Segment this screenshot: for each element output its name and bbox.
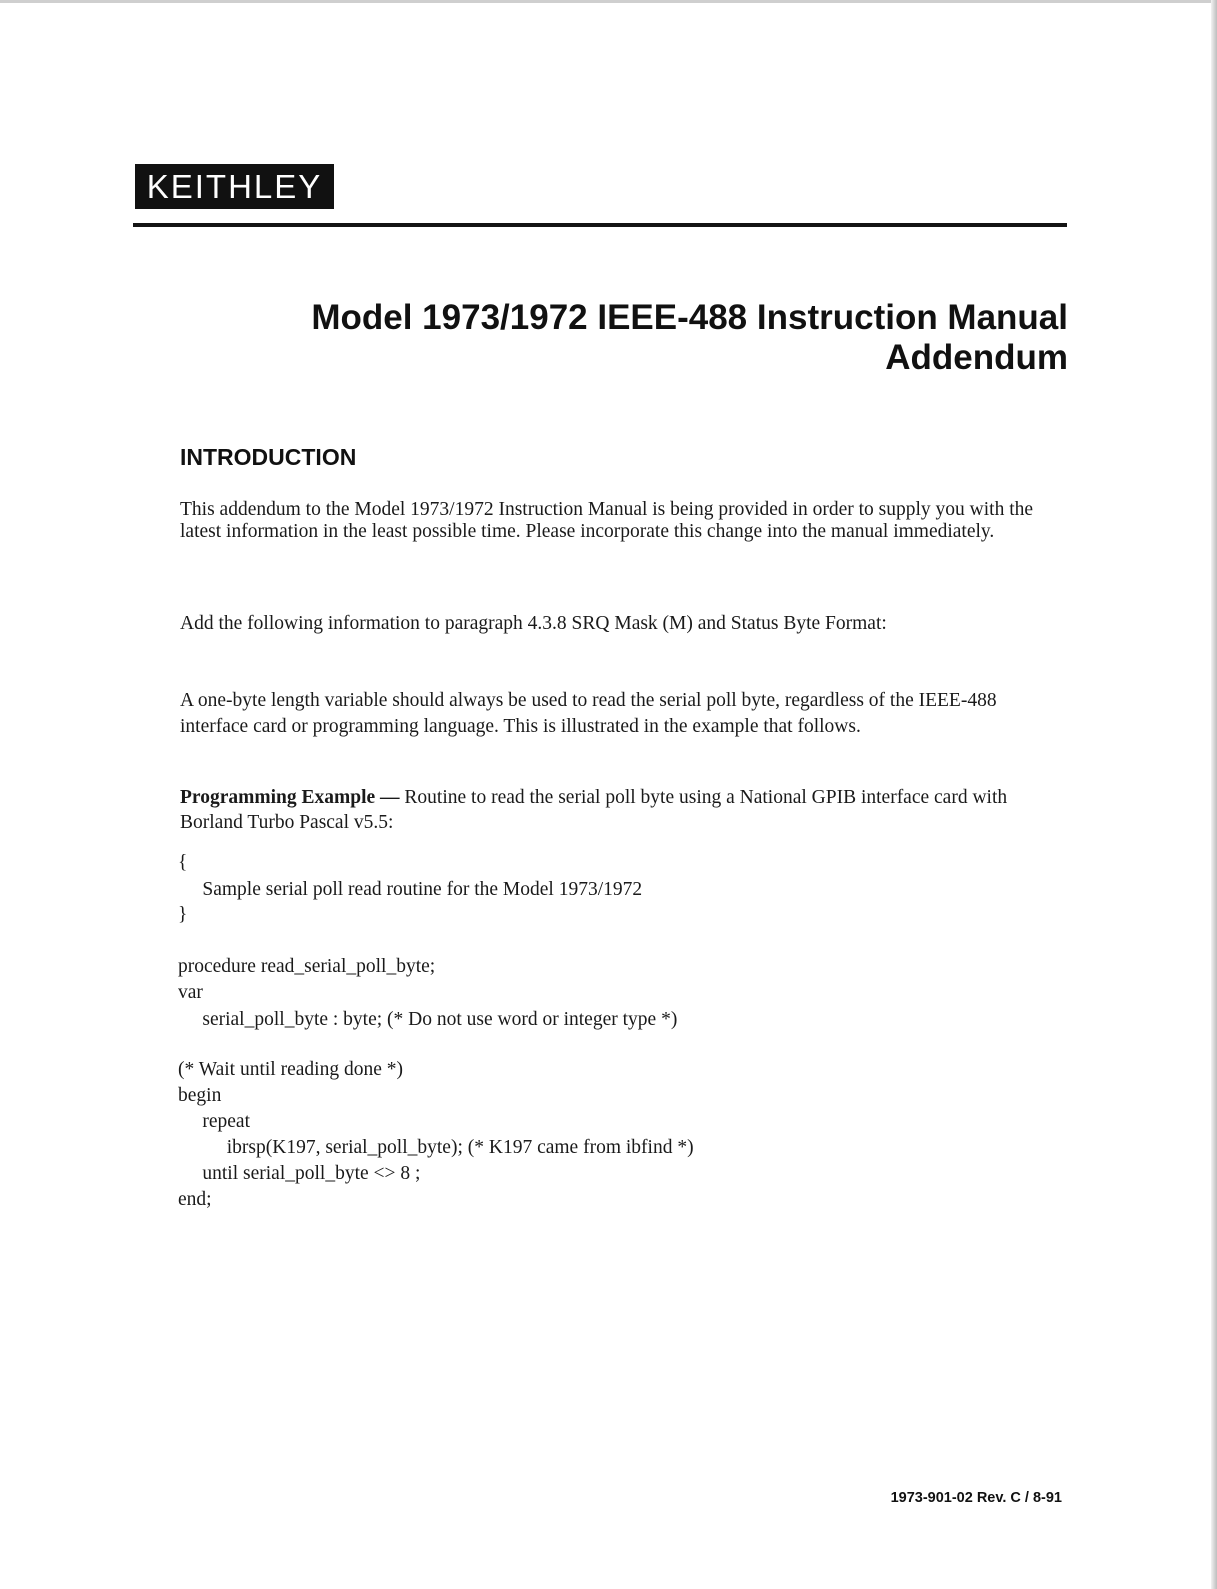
code-line: Sample serial poll read routine for the Model 1973/1972 — [178, 879, 643, 900]
instruction-paragraph: Add the following information to paragraph 4.3.8 SRQ Mask (M) and Status Byte Format: — [180, 613, 887, 634]
code-line: (* Wait until reading done *) — [178, 1059, 403, 1080]
page-edge-top — [0, 0, 1217, 3]
code-line: var — [178, 982, 203, 1003]
code-line: { — [178, 852, 188, 873]
intro-paragraph: This addendum to the Model 1973/1972 Instruction Manual is being provided in order to supply you with the latest information in the least possible time. Please incorporate this change into the manual immediately. — [180, 499, 1034, 542]
section-heading-introduction: INTRODUCTION — [180, 444, 357, 470]
page-edge-right — [1211, 0, 1217, 1589]
document-title — [311, 298, 1068, 378]
programming-example-label: Programming Example — — [180, 787, 400, 808]
code-line: serial_poll_byte : byte; (* Do not use word or integer type *) — [178, 1009, 678, 1030]
code-line: procedure read_serial_poll_byte; — [178, 956, 436, 977]
code-line: until serial_poll_byte <> 8 ; — [178, 1163, 421, 1184]
code-line: ibrsp(K197, serial_poll_byte); (* K197 came from ibfind *) — [178, 1137, 694, 1158]
code-line: begin — [178, 1085, 222, 1106]
code-line: } — [178, 904, 188, 925]
logo-text: KEITHLEY — [146, 167, 323, 205]
document-number: 1973-901-02 Rev. C / 8-91 — [890, 1490, 1062, 1506]
programming-example-paragraph — [180, 785, 1040, 835]
serial-poll-paragraph: A one-byte length variable should always be used to read the serial poll byte, regardless of the IEEE-488 interface card or programming language. This is illustrated in the example that follows. — [180, 690, 997, 737]
header-rule — [133, 223, 1067, 227]
code-line: end; — [178, 1189, 212, 1210]
keithley-logo — [135, 164, 334, 209]
title-line-1: Model 1973/1972 IEEE-488 Instruction Manual — [311, 298, 1068, 337]
programming-example-text: Routine to read the serial poll byte using a National GPIB interface card with Borland Turbo Pascal v5.5: — [180, 787, 1008, 833]
code-line: repeat — [178, 1111, 251, 1132]
title-line-2: Addendum — [885, 338, 1068, 377]
